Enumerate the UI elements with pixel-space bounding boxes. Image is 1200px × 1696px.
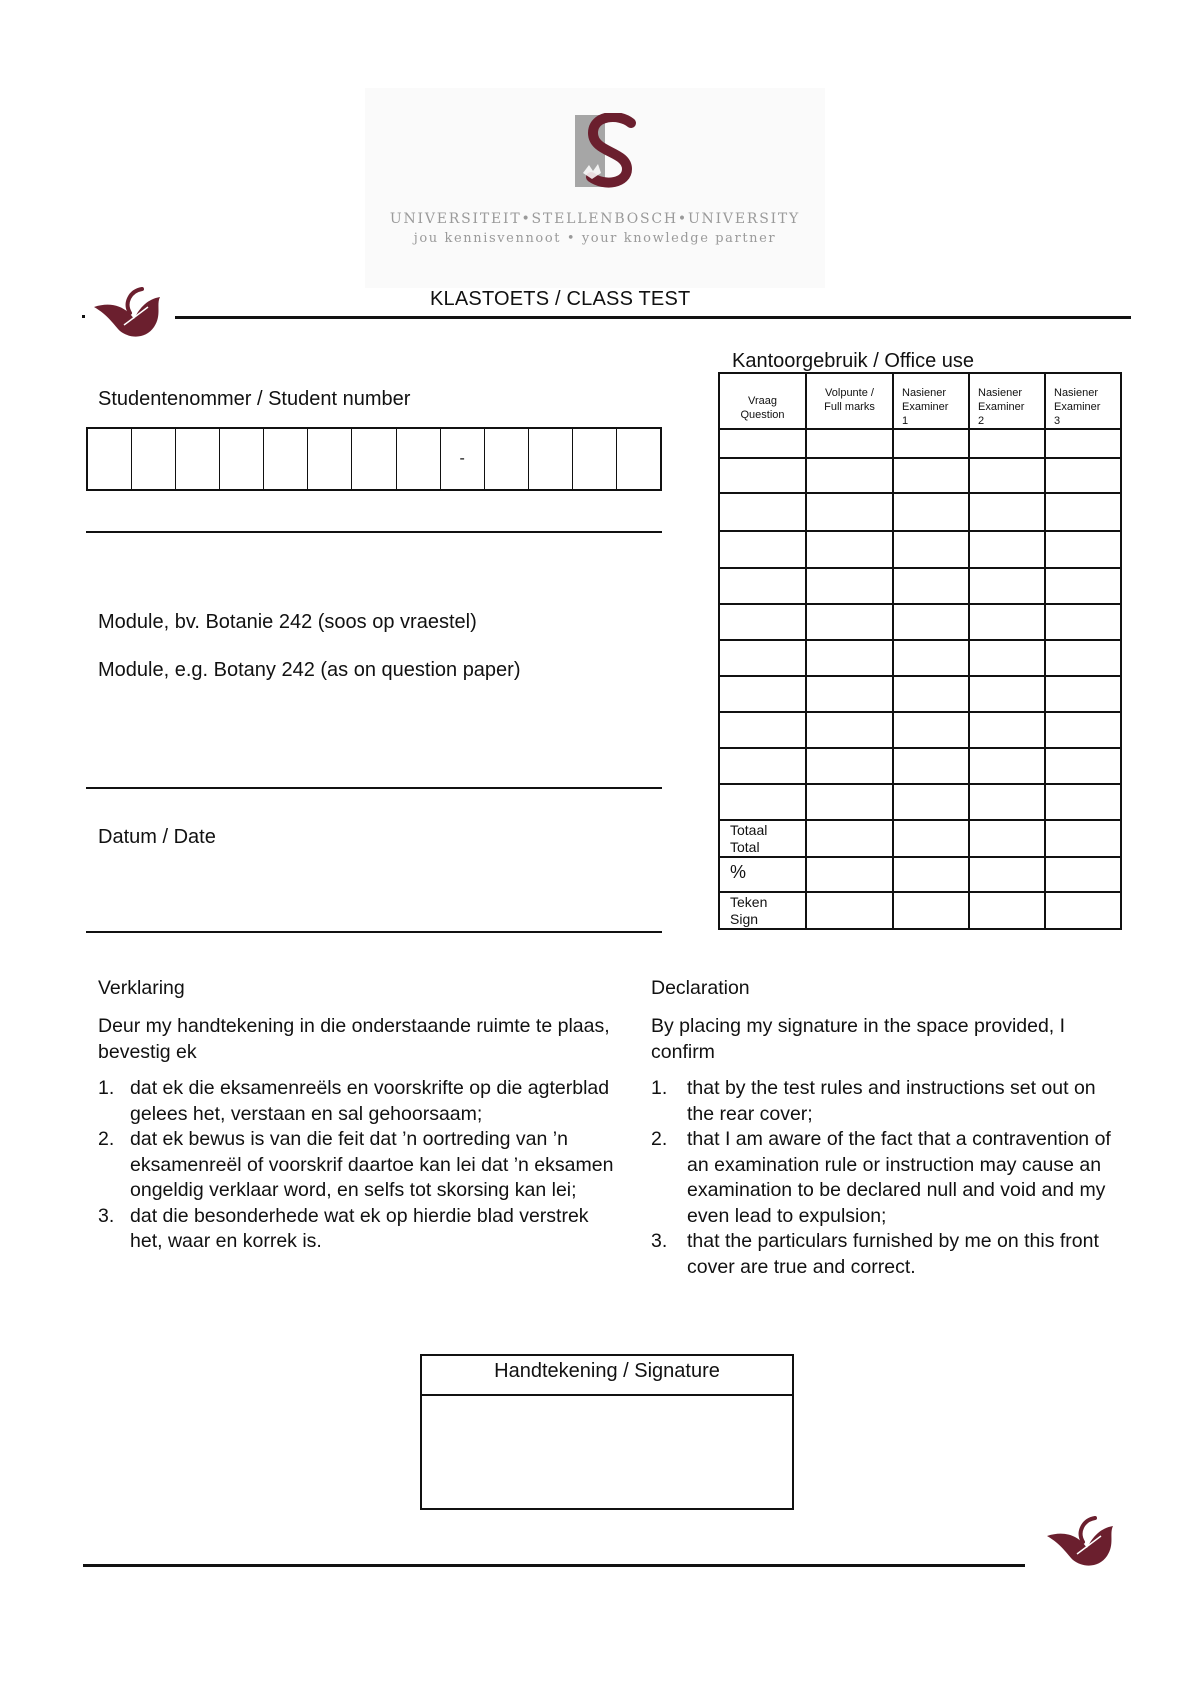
signature-label: Handtekening / Signature: [422, 1356, 792, 1396]
table-cell[interactable]: [969, 640, 1045, 676]
table-cell[interactable]: [893, 493, 969, 531]
table-cell[interactable]: [719, 531, 806, 568]
list-item: 3. that the particulars furnished by me on this front cover are true and correct.: [651, 1230, 1099, 1278]
table-cell[interactable]: [719, 493, 806, 531]
student-number-cell[interactable]: [573, 429, 617, 489]
table-cell[interactable]: [806, 857, 893, 892]
verklaring-intro: Deur my handtekening in die onderstaande ruimte te plaas, bevestig ek: [98, 1015, 610, 1063]
table-row: [719, 676, 1121, 712]
protea-leaf-icon: [1043, 1514, 1119, 1572]
table-cell[interactable]: [969, 820, 1045, 857]
student-number-cell[interactable]: [485, 429, 529, 489]
table-cell[interactable]: [719, 429, 806, 458]
table-row: [719, 640, 1121, 676]
header-examiner-2: Nasiener Examiner 2: [969, 373, 1045, 429]
percent-row: [719, 857, 1121, 892]
student-number-cell[interactable]: [132, 429, 176, 489]
table-cell[interactable]: [893, 458, 969, 493]
table-row: [719, 784, 1121, 820]
sign-row: [719, 892, 1121, 929]
table-row: [719, 568, 1121, 604]
table-cell[interactable]: [969, 857, 1045, 892]
verklaring-list: [98, 1076, 618, 1255]
signature-box: [420, 1354, 794, 1510]
table-cell[interactable]: [806, 640, 893, 676]
table-cell[interactable]: [1045, 892, 1121, 929]
decorative-dot: [82, 315, 85, 318]
office-header-row: [719, 373, 1121, 429]
table-cell[interactable]: [893, 820, 969, 857]
table-row: [719, 712, 1121, 748]
list-item: 1. that by the test rules and instructions set out on the rear cover;: [651, 1077, 1096, 1125]
header-examiner-3: Nasiener Examiner 3: [1045, 373, 1121, 429]
list-item: 2. that I am aware of the fact that a contravention of an examination rule or instruction may cause an examination to be declared null and void and my even lead to expulsion;: [651, 1128, 1111, 1227]
table-cell[interactable]: [1045, 640, 1121, 676]
table-cell[interactable]: [806, 604, 893, 640]
table-cell[interactable]: [806, 784, 893, 820]
student-number-cell[interactable]: [352, 429, 396, 489]
university-name: UNIVERSITEIT•STELLENBOSCH•UNIVERSITY: [389, 211, 801, 227]
table-cell[interactable]: [719, 604, 806, 640]
table-cell[interactable]: [806, 676, 893, 712]
table-row: [719, 429, 1121, 458]
module-label-english: Module, e.g. Botany 242 (as on question paper): [98, 659, 521, 681]
table-cell[interactable]: [893, 531, 969, 568]
table-cell[interactable]: [893, 857, 969, 892]
declaration-list: [651, 1076, 1111, 1280]
list-item: 1. dat ek die eksamenreëls en voorskrifte op die agterblad gelees het, verstaan en sal gehoorsaam;: [98, 1077, 610, 1125]
declaration-intro: By placing my signature in the space provided, I confirm: [651, 1015, 1066, 1063]
table-row: [719, 458, 1121, 493]
declaration-title: Declaration: [651, 977, 750, 999]
table-cell[interactable]: [719, 712, 806, 748]
student-number-cell[interactable]: [308, 429, 352, 489]
date-field-line[interactable]: [86, 931, 662, 933]
table-cell[interactable]: [719, 458, 806, 493]
table-cell[interactable]: [1045, 676, 1121, 712]
table-cell[interactable]: [806, 568, 893, 604]
table-cell[interactable]: [969, 676, 1045, 712]
date-label: Datum / Date: [98, 826, 216, 848]
module-label-afrikaans: Module, bv. Botanie 242 (soos op vraestel): [98, 611, 477, 633]
signature-field[interactable]: [422, 1396, 792, 1510]
table-cell[interactable]: [806, 493, 893, 531]
table-cell[interactable]: [719, 676, 806, 712]
table-cell[interactable]: [969, 429, 1045, 458]
office-use-label: Kantoorgebruik / Office use: [732, 350, 974, 372]
table-cell[interactable]: [1045, 784, 1121, 820]
table-cell[interactable]: [893, 568, 969, 604]
student-number-grid: [86, 427, 662, 491]
table-cell[interactable]: [969, 604, 1045, 640]
university-crest-icon: [575, 113, 641, 191]
table-cell[interactable]: [969, 748, 1045, 784]
table-cell[interactable]: [893, 748, 969, 784]
table-cell[interactable]: [719, 784, 806, 820]
total-label: Totaal Total: [719, 820, 806, 857]
table-cell[interactable]: [1045, 429, 1121, 458]
student-number-cell[interactable]: [529, 429, 573, 489]
student-number-cell[interactable]: [88, 429, 132, 489]
table-cell[interactable]: [1045, 493, 1121, 531]
student-number-label: Studentenommer / Student number: [98, 388, 411, 410]
table-cell[interactable]: [969, 458, 1045, 493]
module-field-line[interactable]: [86, 787, 662, 789]
percent-label: %: [719, 857, 806, 892]
student-number-cell[interactable]: [220, 429, 264, 489]
header-question: Vraag Question: [719, 373, 806, 429]
table-cell[interactable]: [969, 712, 1045, 748]
student-number-cell[interactable]: [176, 429, 220, 489]
university-logo: [365, 88, 825, 288]
table-cell[interactable]: [893, 784, 969, 820]
table-cell[interactable]: [969, 531, 1045, 568]
table-cell[interactable]: [1045, 712, 1121, 748]
table-cell[interactable]: [893, 676, 969, 712]
student-number-cell[interactable]: [264, 429, 308, 489]
table-cell[interactable]: [893, 604, 969, 640]
table-cell[interactable]: [806, 531, 893, 568]
header-rule: [175, 316, 1131, 319]
verklaring-title: Verklaring: [98, 977, 185, 999]
list-item: 3. dat die besonderhede wat ek op hierdie blad verstrek het, waar en korrek is.: [98, 1204, 589, 1252]
student-number-cell[interactable]: [397, 429, 441, 489]
table-cell[interactable]: [893, 892, 969, 929]
table-cell[interactable]: [969, 568, 1045, 604]
table-cell[interactable]: [1045, 604, 1121, 640]
table-cell[interactable]: [806, 748, 893, 784]
sign-label: Teken Sign: [719, 892, 806, 929]
table-cell[interactable]: [893, 640, 969, 676]
table-cell[interactable]: [806, 712, 893, 748]
header-examiner-1: Nasiener Examiner 1: [893, 373, 969, 429]
table-cell[interactable]: [1045, 458, 1121, 493]
footer-rule: [83, 1564, 1025, 1567]
table-row: [719, 531, 1121, 568]
list-item: 2. dat ek bewus is van die feit dat ’n oortreding van ’n eksamenreël of voorskrif daartoe kan lei dat ’n eksamen ongeldig verklaar word, en selfs tot skorsing kan lei;: [98, 1128, 614, 1201]
office-use-table: [718, 372, 1122, 930]
table-cell[interactable]: [969, 784, 1045, 820]
total-row: [719, 820, 1121, 857]
table-cell[interactable]: [969, 493, 1045, 531]
student-number-underline: [86, 531, 662, 533]
university-tagline: jou kennisvennoot • your knowledge partner: [413, 231, 777, 246]
table-cell[interactable]: [806, 820, 893, 857]
table-cell[interactable]: [806, 458, 893, 493]
table-cell[interactable]: [806, 429, 893, 458]
header-full-marks: Volpunte / Full marks: [806, 373, 893, 429]
table-cell[interactable]: [719, 640, 806, 676]
table-cell[interactable]: [893, 429, 969, 458]
table-cell[interactable]: [1045, 857, 1121, 892]
page-title: KLASTOETS / CLASS TEST: [430, 288, 691, 310]
table-cell[interactable]: [969, 892, 1045, 929]
table-cell[interactable]: [806, 892, 893, 929]
student-number-cell[interactable]: [617, 429, 660, 489]
table-row: [719, 748, 1121, 784]
table-cell[interactable]: [1045, 820, 1121, 857]
protea-leaf-icon: [90, 285, 166, 343]
table-cell[interactable]: [1045, 531, 1121, 568]
table-cell[interactable]: [1045, 568, 1121, 604]
table-cell[interactable]: [893, 712, 969, 748]
table-row: [719, 493, 1121, 531]
table-cell[interactable]: [719, 748, 806, 784]
table-cell[interactable]: [719, 568, 806, 604]
table-row: [719, 604, 1121, 640]
student-number-separator: -: [441, 429, 485, 489]
table-cell[interactable]: [1045, 748, 1121, 784]
